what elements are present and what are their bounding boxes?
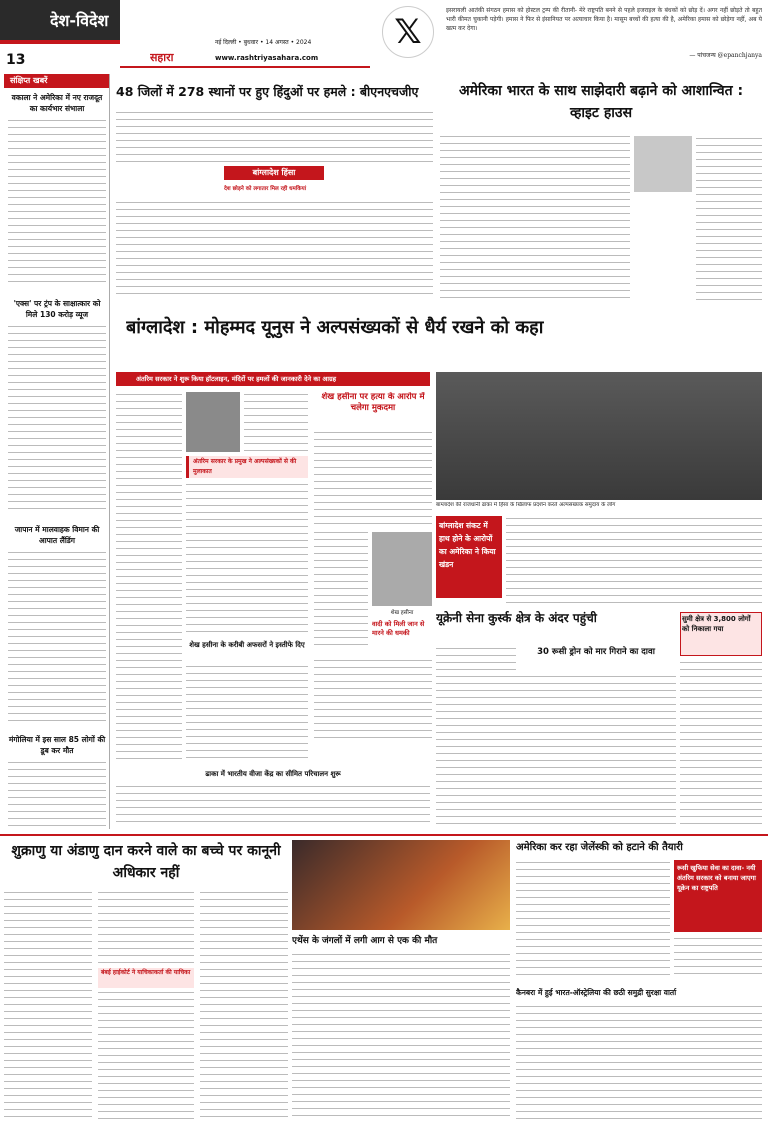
subhead: देश छोड़ने को लगातार मिल रही धमकियां bbox=[224, 186, 307, 192]
lead-headline: बांग्लादेश : मोहम्मद यूनुस ने अल्पसंख्यकों से धैर्य रखने को कहा bbox=[126, 317, 544, 338]
body-text bbox=[186, 664, 308, 762]
story-zelensky bbox=[516, 840, 762, 980]
sidebar-item-title: 'एक्स' पर ट्रंप के साक्षात्कार को मिले 130 करोड़ व्यूज bbox=[13, 299, 101, 319]
body-text bbox=[116, 784, 430, 828]
body-text bbox=[116, 110, 433, 164]
donation-subhead: बंबई हाईकोर्ट ने याचिकाकर्ता की याचिका bbox=[98, 968, 194, 988]
sidebar-header: संक्षिप्त खबरें bbox=[4, 74, 110, 88]
body-text bbox=[506, 516, 762, 606]
bangladesh-box: बांग्लादेश संकट में हाथ होने के आरोपों का अमेरिका ने किया खंडन bbox=[436, 516, 502, 598]
body-text bbox=[314, 430, 432, 526]
body-text bbox=[314, 530, 368, 650]
body-text bbox=[696, 136, 762, 302]
story-hasina bbox=[314, 392, 432, 742]
body-text bbox=[516, 860, 670, 976]
story-ukraine bbox=[436, 610, 762, 828]
hasina-quote: वादी को मिली जान से मारने की धमकी bbox=[372, 620, 425, 637]
body-text bbox=[292, 952, 510, 1120]
story-donation bbox=[4, 840, 288, 1124]
story-us bbox=[440, 80, 762, 308]
sidebar-item-title: मंगोलिया में इस साल 85 लोगों की डूब कर मौत bbox=[8, 735, 106, 755]
crowd-photo bbox=[436, 372, 762, 500]
fire-photo bbox=[292, 840, 510, 930]
body-text bbox=[674, 936, 762, 976]
headline: 48 जिलों में 278 स्थानों पर हुए हिंदुओं पर हमले : बीएनएचजीए bbox=[116, 84, 419, 99]
website-url: www.rashtriyasahara.com bbox=[215, 54, 319, 62]
body-text bbox=[186, 482, 308, 636]
refugee-headline: शेख हसीना के करीबी अफसरों ने इस्तीफे दिए bbox=[189, 641, 305, 649]
inset-label: बांग्लादेश हिंसा bbox=[224, 166, 324, 180]
x-logo-icon: 𝕏 bbox=[382, 6, 434, 58]
body-text bbox=[200, 890, 288, 1120]
body-text bbox=[244, 392, 308, 462]
body-text bbox=[116, 200, 433, 300]
fire-headline: एथेंस के जंगलों में लगी आग से एक की मौत bbox=[292, 936, 438, 946]
section-title: देश-विदेश bbox=[50, 11, 109, 30]
story-fire bbox=[292, 840, 510, 1124]
issue-date: नई दिल्ली • बुधवार • 14 अगस्त • 2024 bbox=[215, 39, 312, 46]
visa-headline: ढाका में भारतीय वीजा केंद्र का सीमित परिचालन शुरू bbox=[205, 770, 341, 778]
body-text bbox=[436, 646, 676, 826]
body-text bbox=[98, 890, 194, 966]
divider bbox=[0, 834, 768, 836]
body-text bbox=[440, 134, 630, 302]
crowd-caption: बांग्लादेश की राजधानी ढाका में हिंसा के खिलाफ प्रदर्शन करते अल्पसंख्यक समुदाय के लोग bbox=[436, 502, 616, 508]
tweet-handle: — पांचजन्य @epanchjanya bbox=[689, 52, 762, 59]
lead-strap: अंतरिम सरकार ने शुरू किया हॉटलाइन, मंदिरों पर हमलों की जानकारी देने का आग्रह bbox=[116, 372, 430, 386]
hasina-headline: शेख हसीना पर हत्या के आरोप में चलेगा मुकदमा bbox=[321, 392, 425, 413]
body-text bbox=[98, 990, 194, 1120]
biden-photo bbox=[634, 136, 692, 192]
body-text bbox=[4, 890, 92, 1120]
hasina-caption: शेख हसीना bbox=[390, 610, 414, 616]
sidebar-item-title: जापान में मालवाहक विमान की आपात लैंडिंग bbox=[14, 525, 100, 545]
sumi-title: सुमी क्षेत्र से 3,800 लोगों को निकाला गया bbox=[682, 615, 751, 633]
sidebar-item-title: वकाला ने अमेरिका में नए राजदूत का कार्यभार संभाला bbox=[11, 93, 103, 113]
yunus-photo bbox=[186, 392, 240, 452]
sidebar-text bbox=[8, 324, 106, 514]
ukraine-headline: यूक्रेनी सेना कुर्स्क क्षेत्र के अंदर पहुंची bbox=[436, 611, 597, 625]
brand-logo: सहारा bbox=[150, 51, 174, 64]
sidebar-text bbox=[8, 760, 106, 826]
canberra-headline: कैनबरा में हुई भारत-ऑस्ट्रेलिया की छठी समुद्री सुरक्षा वार्ता bbox=[516, 988, 677, 997]
tweet-text: इसरायली आतंकी संगठन हमास को होस्टल ट्रम्प की रीतानी- मेरे राष्ट्रपति बनने से पहले इजराइल के बंधकों को छोड़ दें। अगर नहीं छोड़ते तो बहुत भारी कीमत चुकानी पड़ेगी। हमास ने फिर से इंसानियत पर अत्याचार किया है। मासूम बच्चों की हत्या की है, अमेरिका हमास को छोड़ेगा नहीं, अब ये खत्म कर देगा। bbox=[446, 7, 762, 32]
sidebar-text bbox=[8, 550, 106, 725]
body-text bbox=[680, 660, 762, 826]
hasina-photo bbox=[372, 532, 432, 606]
masthead bbox=[0, 0, 768, 70]
sidebar-text bbox=[8, 118, 106, 288]
donation-headline: शुक्राणु या अंडाणु दान करने वाले का बच्चे पर कानूनी अधिकार नहीं bbox=[11, 843, 281, 881]
body-text bbox=[516, 1004, 762, 1120]
body-text bbox=[314, 658, 432, 742]
body-text bbox=[116, 392, 182, 762]
zelensky-headline: अमेरिका कर रहा जेलेंस्की को हटाने की तैयारी bbox=[516, 842, 683, 853]
headline: अमेरिका भारत के साथ साझेदारी बढ़ाने को आशान्वित : व्हाइट हाउस bbox=[458, 83, 744, 121]
lead-story bbox=[116, 314, 762, 370]
story-canberra bbox=[516, 986, 762, 1124]
drone-title: 30 रूसी ड्रोन को मार गिराने का दावा bbox=[516, 646, 676, 672]
zelensky-quote: रूसी खुफिया सेवा का दावा- नयी अंतरिम सरकार को बनाया जाएगा यूक्रेन का राष्ट्रपति bbox=[674, 860, 762, 932]
yunus-caption: अंतरिम सरकार के प्रमुख ने अल्पसंख्यकों से की मुलाकात bbox=[186, 456, 308, 478]
story-hindus bbox=[116, 80, 433, 308]
sidebar bbox=[4, 74, 110, 829]
page-number: 13 bbox=[6, 52, 26, 68]
